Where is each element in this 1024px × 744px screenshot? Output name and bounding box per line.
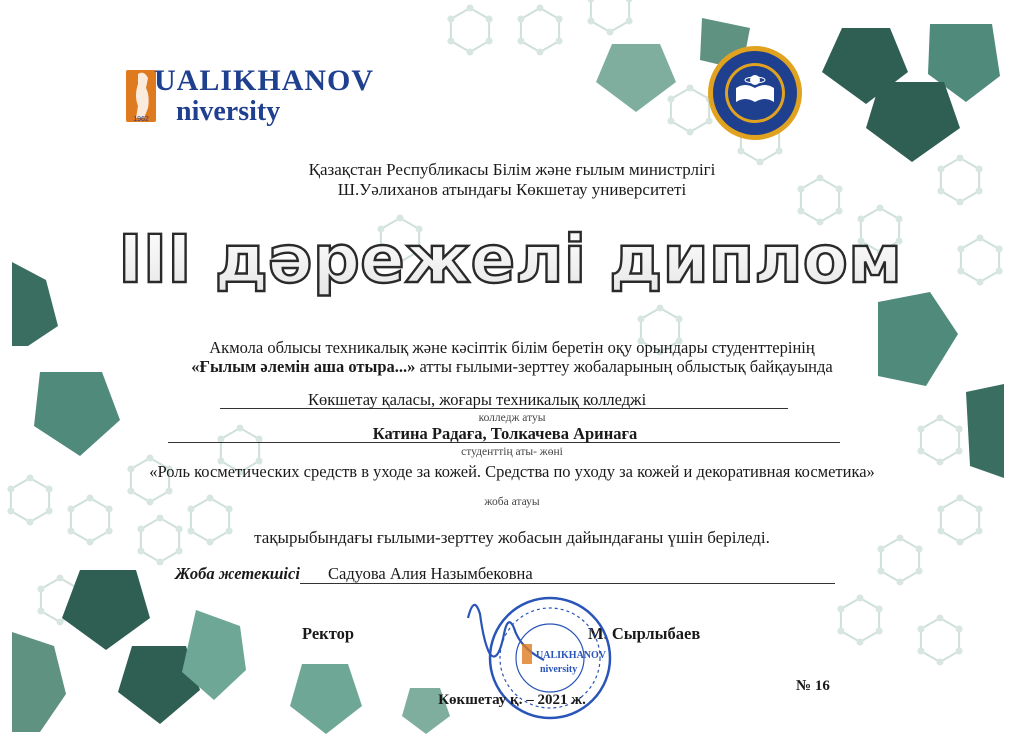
molecule-node: [486, 16, 493, 23]
molecule-node: [996, 246, 1003, 253]
molecule-node: [957, 268, 964, 275]
molecule-node: [46, 508, 53, 515]
intro-line-2-rest: атты ғылыми-зерттеу жобаларының облыстық байқауында: [415, 357, 833, 376]
molecule-node: [877, 568, 884, 575]
molecule-hexagon: [921, 618, 959, 662]
leader-name: Садуова Алия Назымбековна: [328, 564, 533, 583]
molecule-node: [836, 208, 843, 215]
molecule-hexagon: [451, 8, 489, 52]
molecule-node: [587, 0, 594, 3]
diploma-number: № 16: [796, 678, 830, 694]
intro-line-2: [0, 357, 1024, 377]
molecule-node: [587, 18, 594, 25]
molecule-node: [996, 268, 1003, 275]
pentagon-bottom-2: [12, 632, 66, 732]
logo-year: 1962: [133, 116, 149, 123]
molecule-node: [556, 16, 563, 23]
diploma-title-text: III дәрежелі диплом: [118, 221, 902, 298]
stamp-logo-line2: niversity: [540, 664, 578, 675]
molecule-node: [667, 96, 674, 103]
ministry-line-1: Қазақстан Республикасы Білім және ғылым министрлігі: [308, 160, 716, 179]
molecule-node: [46, 486, 53, 493]
molecule-node: [956, 426, 963, 433]
molecule-node: [166, 488, 173, 495]
pentagon-left-1: [12, 262, 58, 346]
molecule-hexagon: [961, 238, 999, 282]
molecule-node: [57, 575, 64, 582]
molecule-node: [857, 595, 864, 602]
molecule-node: [937, 659, 944, 666]
molecule-node: [667, 118, 674, 125]
molecule-node: [127, 488, 134, 495]
molecule-node: [467, 5, 474, 12]
students-value: Катина Радаға, Толкачева Аринаға: [372, 424, 638, 443]
molecule-node: [637, 316, 644, 323]
molecule-hexagon: [841, 598, 879, 642]
molecule-node: [517, 16, 524, 23]
molecule-node: [837, 606, 844, 613]
molecule-node: [7, 508, 14, 515]
molecule-node: [776, 148, 783, 155]
molecule-node: [37, 586, 44, 593]
rector-signature: [468, 605, 544, 660]
molecule-node: [486, 38, 493, 45]
molecule-node: [687, 85, 694, 92]
molecule-node: [877, 205, 884, 212]
molecule-node: [977, 235, 984, 242]
molecule-node: [447, 38, 454, 45]
molecule-node: [657, 305, 664, 312]
students-caption: студенттің аты- жөні: [461, 446, 563, 458]
leader-label: Жоба жетекшісі: [175, 564, 300, 583]
molecule-node: [37, 608, 44, 615]
molecule-node: [937, 615, 944, 622]
project-caption: жоба атауы: [484, 496, 540, 508]
molecule-node: [977, 279, 984, 286]
molecule-node: [7, 486, 14, 493]
molecule-node: [676, 316, 683, 323]
rector-label: Ректор: [302, 624, 355, 643]
university-logo: [118, 62, 378, 132]
molecule-node: [447, 16, 454, 23]
stamp-logo-line1: UALIKHANOV: [536, 650, 607, 661]
contest-name: «Ғылым әлемін аша отыра...»: [191, 357, 416, 376]
molecule-node: [467, 49, 474, 56]
molecule-node: [737, 148, 744, 155]
molecule-node: [917, 648, 924, 655]
molecule-node: [556, 38, 563, 45]
molecule-node: [626, 18, 633, 25]
molecule-node: [957, 246, 964, 253]
college-caption: колледж атуы: [478, 412, 546, 424]
molecule-node: [27, 519, 34, 526]
molecule-node: [916, 568, 923, 575]
molecule-node: [607, 29, 614, 36]
molecule-node: [176, 548, 183, 555]
intro-line-1: Акмола облысы техникалық және кәсіптік білім беретін оқу орындары студенттерінің: [209, 338, 815, 357]
molecule-node: [57, 619, 64, 626]
molecule-node: [797, 208, 804, 215]
molecule-node: [857, 639, 864, 646]
molecule-node: [917, 426, 924, 433]
molecule-node: [517, 38, 524, 45]
molecule-node: [537, 49, 544, 56]
molecule-node: [876, 628, 883, 635]
molecule-node: [687, 129, 694, 136]
molecule-hexagon: [521, 8, 559, 52]
molecule-node: [897, 579, 904, 586]
molecule-hexagon: [671, 88, 709, 132]
molecule-node: [626, 0, 633, 3]
molecule-node: [157, 559, 164, 566]
awarded-text: тақырыбындағы ғылыми-зерттеу жобасын дайындағаны үшін беріледі.: [254, 528, 770, 547]
molecule-node: [137, 548, 144, 555]
molecule-node: [837, 628, 844, 635]
logo-name-line1: [154, 64, 374, 98]
diploma-title: [118, 220, 902, 300]
rector-name: М. Сырлыбаев: [588, 624, 701, 643]
molecule-node: [157, 515, 164, 522]
molecule-node: [917, 626, 924, 633]
place-date: Көкшетау қ. – 2021 ж.: [438, 692, 586, 708]
project-value: «Роль косметических средств в уходе за кожей. Средства по уходу за кожей и декоративная косметика»: [149, 462, 875, 481]
pentagon-top-5: [866, 82, 960, 162]
molecule-node: [537, 5, 544, 12]
logo-name-top: ALIKHANOV: [176, 64, 375, 97]
logo-initial: U: [154, 64, 177, 97]
college-value: Көкшетау қаласы, жоғары техникалық колледжі: [308, 390, 647, 409]
pentagon-top-1: [596, 44, 676, 112]
ministry-seal: [706, 44, 804, 142]
logo-name-bottom: niversity: [176, 96, 281, 127]
ministry-line-2: Ш.Уәлиханов атындағы Көкшетау университеті: [337, 180, 687, 199]
molecule-node: [956, 648, 963, 655]
molecule-hexagon: [591, 0, 629, 32]
molecule-node: [876, 606, 883, 613]
pentagon-bottom-1: [62, 570, 150, 650]
molecule-node: [956, 626, 963, 633]
